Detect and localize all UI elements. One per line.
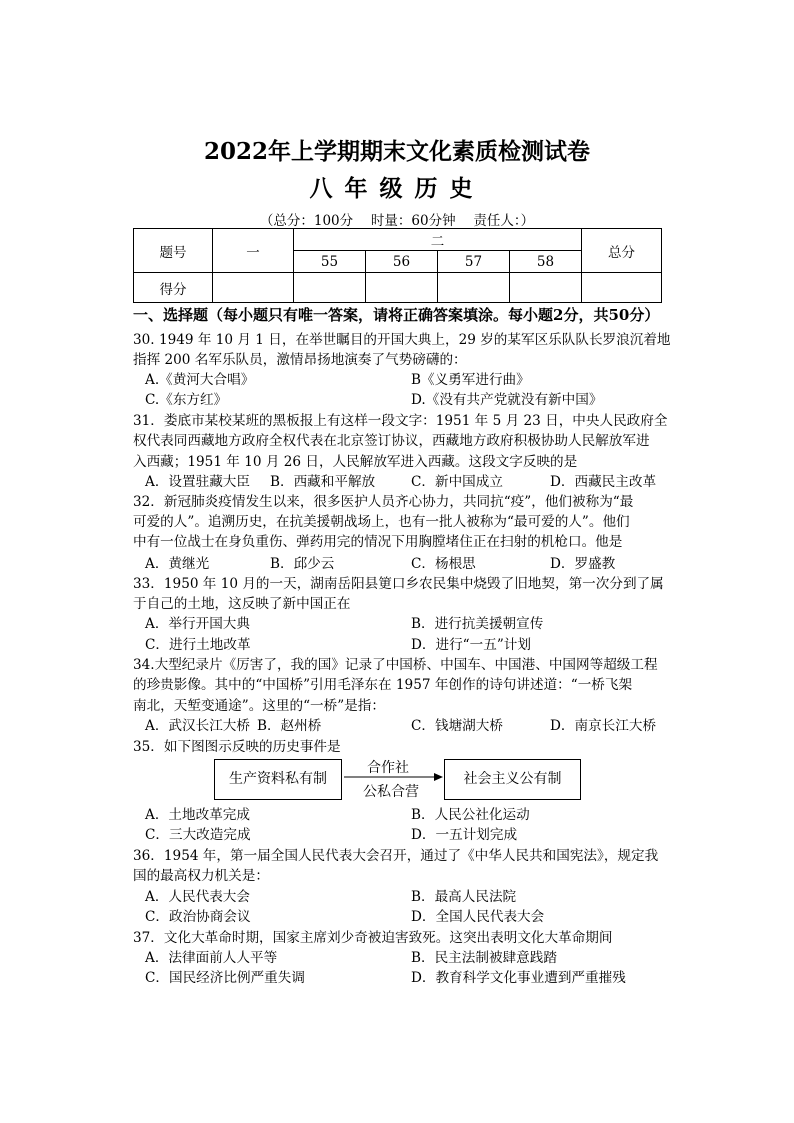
question-31-line-2: 权代表同西藏地方政府全权代表在北京签订协议，西藏地方政府积极协助人民解放军进 <box>133 433 650 449</box>
q30-option-b: B《义勇军进行曲》 <box>411 372 530 388</box>
question-36-line-2: 国的最高权力机关是： <box>133 868 269 884</box>
q34-option-d: D．南京长江大桥 <box>550 718 657 734</box>
q35-option-c: C．三大改造完成 <box>145 827 251 843</box>
question-32-line-1: 32．新冠肺炎疫情发生以来，很多医护人员齐心协力，共同抗“疫”，他们被称为“最 <box>133 494 634 510</box>
q30-option-a: A.《黄河大合唱》 <box>145 372 255 388</box>
q33-option-a: A．举行开国大典 <box>145 616 250 632</box>
question-34-line-2: 的珍贵影像。其中的“中国桥”引用毛泽东在 1957 年创作的诗句讲述道：“一桥飞架 <box>133 677 633 693</box>
q35-option-a: A．土地改革完成 <box>145 807 250 823</box>
question-30-line-1: 30. 1949 年 10 月 1 日，在举世瞩目的开国大典上，29 岁的某军区乐队队长罗浪沉着地 <box>133 332 671 348</box>
q31-option-b: B．西藏和平解放 <box>270 474 376 490</box>
question-34-line-3: 南北，天堑变通途”。这里的“一桥”是指： <box>133 698 385 714</box>
col-56: 56 <box>366 251 438 273</box>
question-32-line-2: 可爱的人”。追溯历史，在抗美援朝战场上，也有一批人被称为“最可爱的人”。他们 <box>133 514 630 530</box>
q30-option-c: C.《东方红》 <box>145 392 228 408</box>
section-heading: 一、选择题（每小题只有唯一答案，请将正确答案填涂。每小题2分，共50分） <box>133 306 660 324</box>
question-33-line-1: 33．1950 年 10 月的一天，湖南岳阳县筻口乡农民集中烧毁了旧地契，第一次分到了属 <box>133 576 664 592</box>
q31-option-c: C．新中国成立 <box>411 474 503 490</box>
question-35-line-1: 35．如下图图示反映的历史事件是 <box>133 739 341 755</box>
q35-option-d: D．一五计划完成 <box>411 827 518 843</box>
question-31-line-1: 31．娄底市某校某班的黑板报上有这样一段文字：1951 年 5 月 23 日，中央人民政府全 <box>133 413 668 429</box>
q31-option-d: D．西藏民主改革 <box>550 474 657 490</box>
diagram-arrow-label-top: 合作社 <box>367 760 409 776</box>
col-57: 57 <box>438 251 510 273</box>
col-part-2: 二 <box>294 229 582 251</box>
q34-option-b: B．赵州桥 <box>257 718 322 734</box>
q33-option-b: B．进行抗美援朝宣传 <box>411 616 544 632</box>
question-33-line-2: 于自己的土地，这反映了新中国正在 <box>133 596 351 612</box>
col-part-1: 一 <box>213 229 294 273</box>
q33-option-d: D．进行“一五”计划 <box>411 637 531 653</box>
q37-option-a: A．法律面前人人平等 <box>145 950 278 966</box>
score-cell[interactable] <box>438 273 510 303</box>
question-36-line-1: 36．1954 年，第一届全国人民代表大会召开，通过了《中华人民共和国宪法》，规定我 <box>133 848 659 864</box>
q32-option-a: A．黄继光 <box>145 556 210 572</box>
q30-option-d: D.《没有共产党就没有新中国》 <box>411 392 603 408</box>
q36-option-c: C．政治协商会议 <box>145 909 251 925</box>
q37-option-d: D．教育科学文化事业遭到严重摧残 <box>411 970 626 986</box>
exam-meta: （总分：100分 时量：60分钟 责任人：） <box>259 213 535 229</box>
q37-option-b: B．民主法制被肆意践踏 <box>411 950 557 966</box>
q34-option-a: A．武汉长江大桥 <box>145 718 250 734</box>
q36-option-a: A．人民代表大会 <box>145 889 250 905</box>
row-label-number: 题号 <box>134 229 213 273</box>
question-30-line-2: 指挥 200 名军乐队员，激情昂扬地演奏了气势磅礴的： <box>133 352 467 368</box>
diagram-box-public-ownership: 社会主义公有制 <box>444 759 581 800</box>
q36-option-b: B．最高人民法院 <box>411 889 517 905</box>
question-34-line-1: 34.大型纪录片《厉害了，我的国》记录了中国桥、中国车、中国港、中国网等超级工程 <box>133 657 658 673</box>
col-58: 58 <box>510 251 582 273</box>
q32-option-c: C．杨根思 <box>411 556 476 572</box>
score-cell[interactable] <box>294 273 366 303</box>
row-label-score: 得分 <box>134 273 213 303</box>
exam-subtitle: 八年级历史 <box>309 175 485 202</box>
question-31-line-3: 入西藏；1951 年 10 月 26 日，人民解放军进入西藏。这段文字反映的是 <box>133 454 578 470</box>
score-cell[interactable] <box>213 273 294 303</box>
score-cell[interactable] <box>510 273 582 303</box>
exam-title: 2022年上学期期末文化素质检测试卷 <box>203 138 590 165</box>
diagram-arrow-label-bottom: 公私合营 <box>363 784 419 800</box>
col-total: 总分 <box>582 229 662 273</box>
col-55: 55 <box>294 251 366 273</box>
q32-option-b: B．邱少云 <box>270 556 335 572</box>
score-cell[interactable] <box>366 273 438 303</box>
question-37-line-1: 37．文化大革命时期，国家主席刘少奇被迫害致死。这突出表明文化大革命期间 <box>133 930 613 946</box>
score-table <box>133 228 662 303</box>
q32-option-d: D．罗盛教 <box>550 556 616 572</box>
q33-option-c: C．进行土地改革 <box>145 637 251 653</box>
q34-option-c: C．钱塘湖大桥 <box>411 718 503 734</box>
question-32-line-3: 中有一位战士在身负重伤、弹药用完的情况下用胸膛堵住正在扫射的机枪口。他是 <box>133 534 623 550</box>
q36-option-d: D．全国人民代表大会 <box>411 909 545 925</box>
score-cell[interactable] <box>582 273 662 303</box>
q31-option-a: A．设置驻藏大臣 <box>145 474 250 490</box>
q35-option-b: B．人民公社化运动 <box>411 807 530 823</box>
q37-option-c: C．国民经济比例严重失调 <box>145 970 305 986</box>
diagram-box-private-ownership: 生产资料私有制 <box>214 759 342 800</box>
